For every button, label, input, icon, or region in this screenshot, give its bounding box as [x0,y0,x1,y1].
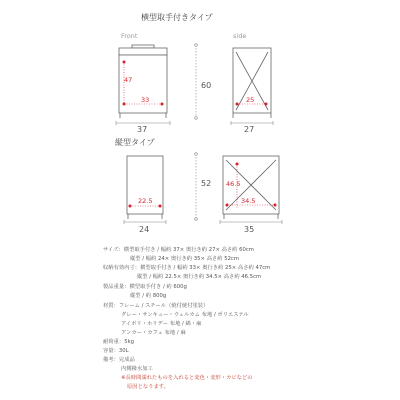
storage-label: 収納有効内寸： [103,265,141,271]
storage-line2: 縦型 / 幅約 22.5× 奥行き約 34.5× 高さ約 46.5cm [137,274,262,280]
remarks-line1: 完成品 [118,357,135,363]
width-label-side-2: 35 [244,225,255,234]
load-label: 耐荷重： [103,339,125,345]
material-line4: アンカー・カフェ 布地 / 麻 [121,330,186,336]
section2-title: 縦型タイプ [115,138,155,147]
inner-width-side-2: 34.5 [241,197,256,205]
inner-width-side-1: 25 [246,96,255,104]
height-dim-1 [195,44,198,120]
weight-label: 製品重量： [103,284,130,290]
inner-width-front-1: 33 [141,96,150,104]
weight-line1: 横型取手付き / 約 600g [129,284,187,290]
size-label: サイズ： [103,247,124,253]
body-shape [119,55,167,113]
size-line2: 縦型 / 幅約 24× 奥行き約 35× 高さ約 52cm [130,256,240,262]
width-label-side-1: 27 [244,125,255,134]
height-label-1: 60 [201,81,212,90]
width-dim-side-2 [220,220,282,224]
material-line1: フレーム / スチール（焼付焼付塗装） [118,303,209,309]
remarks-line3: ※長時間濡れたものを入れると変色・変形・カビなどの [121,375,253,381]
weight-line2: 縦型 / 約 800g [130,293,167,299]
inner-height-2: 46.5 [226,180,241,188]
capacity-value: 30L [118,348,129,354]
remarks-line4: 原因となります。 [127,384,169,390]
section1-title: 横型取手付きタイプ [141,13,213,22]
material-line2: グレー・サンキュー・ウェルカム 布地 / ポリエステル [121,312,249,318]
height-dim-2 [195,153,198,221]
side-view-label: side [233,32,247,40]
storage-line1: 横型取手付き / 幅約 33× 奥行き約 25× 高さ約 47cm [140,265,271,271]
size-line1: 横型取手付き / 幅約 37× 奥行き約 27× 高さ約 60cm [123,247,254,253]
lid-shape [119,48,167,55]
material-line3: アイボリ・ホリデー 布地 / 綿・麻 [121,321,202,327]
width-label-front-1: 37 [137,125,148,134]
remarks-label: 備考： [103,357,119,363]
side-view-drawing-1 [233,48,271,118]
width-dim-front-2 [124,220,166,224]
inner-width-front-2: 22.5 [138,197,153,205]
handle-shape [132,45,154,48]
load-value: 5kg [124,339,135,345]
material-label: 材質： [103,303,119,309]
remarks-line2: 内側撥水加工 [121,366,153,372]
capacity-label: 容量： [103,348,119,354]
inner-height-1: 47 [124,76,133,84]
height-label-2: 52 [201,179,212,188]
front-view-drawing-2 [127,156,163,219]
front-view-label: Front [121,32,138,40]
width-label-front-2: 24 [139,225,150,234]
